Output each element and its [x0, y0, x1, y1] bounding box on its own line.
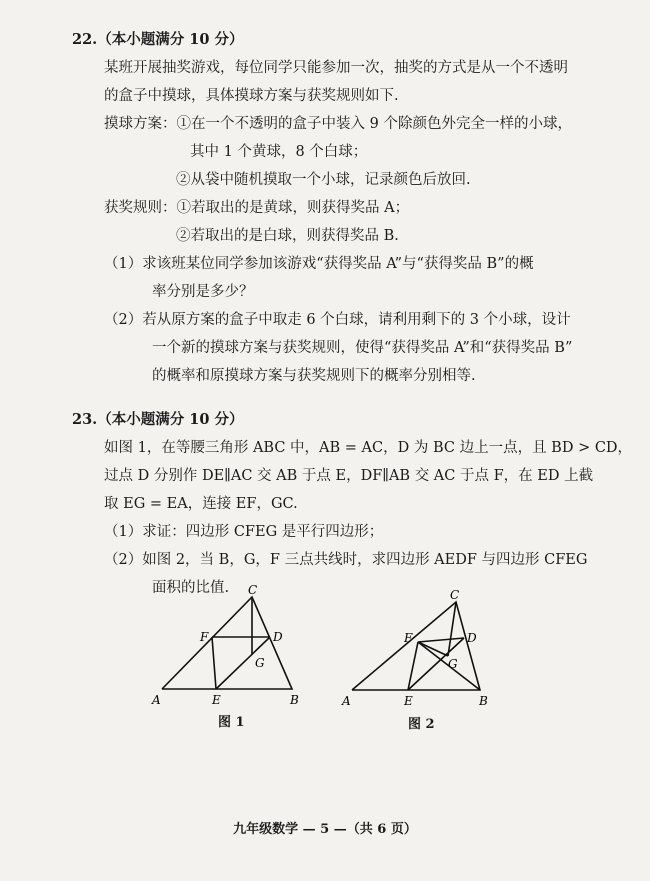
fig1-label-e: E	[212, 693, 221, 707]
q22-rule-line1	[72, 194, 612, 222]
fig2-triangle-abc	[352, 602, 480, 690]
q22-rule1: ①若取出的是黄球，则获得奖品 A；	[176, 200, 410, 216]
figure-2-caption: 图 2	[408, 717, 435, 732]
fig1-label-g: G	[255, 656, 265, 670]
fig2-label-a: A	[342, 694, 351, 708]
fig1-label-a: A	[152, 693, 161, 707]
q23-part2-line1: （2）如图 2，当 B，G，F 三点共线时，求四边形 AEDF 与四边形 CFEG	[104, 552, 588, 568]
figure-1-caption: 图 1	[218, 715, 245, 730]
fig1-segment-fe	[212, 637, 216, 689]
fig2-label-b: B	[479, 694, 488, 708]
q22-rule-label: 获奖规则：	[104, 200, 177, 216]
fig1-label-d: D	[273, 630, 283, 644]
q23-part1: （1）求证：四边形 CFEG 是平行四边形；	[104, 524, 384, 540]
q22-part2-line3: 的概率和原摸球方案与获奖规则下的概率分别相等.	[152, 368, 476, 384]
q22-plan-step1b: 其中 1 个黄球，8 个白球；	[190, 144, 368, 160]
fig2-label-f: F	[404, 631, 413, 645]
page-footer: 九年级数学 — 5 —（共 6 页）	[233, 822, 417, 837]
figure-1	[150, 585, 310, 714]
q23-line1: 如图 1，在等腰三角形 ABC 中，AB = AC，D 为 BC 边上一点，且 BD > CD，	[104, 440, 633, 456]
fig2-label-e: E	[404, 694, 413, 708]
q22-part2-line2: 一个新的摸球方案与获奖规则，使得“获得奖品 A”和“获得奖品 B”	[152, 340, 573, 356]
q23-header	[72, 406, 612, 434]
fig1-label-b: B	[290, 693, 299, 707]
q23-points: （本小题满分 10 分）	[97, 411, 244, 428]
q22-plan-step2: ②从袋中随机摸取一个小球，记录颜色后放回.	[176, 172, 471, 188]
q22-part1-line1: （1）求该班某位同学参加该游戏“获得奖品 A”与“获得奖品 B”的概	[104, 256, 534, 272]
question-22	[72, 26, 612, 390]
q22-rule2: ②若取出的是白球，则获得奖品 B.	[176, 228, 399, 244]
q22-plan-step1a: ①在一个不透明的盒子中装入 9 个除颜色外完全一样的小球，	[176, 116, 572, 132]
fig2-segment-cg	[448, 602, 456, 656]
figure-1-diagram	[150, 585, 310, 710]
q22-header	[72, 26, 612, 54]
q22-number: 22.	[72, 31, 98, 48]
q23-part2-line2: 面积的比值.	[152, 580, 230, 596]
fig1-label-c: C	[248, 585, 258, 597]
q22-plan-label: 摸球方案：	[104, 116, 177, 132]
fig2-label-g: G	[448, 657, 458, 671]
fig1-label-f: F	[200, 630, 209, 644]
fig2-label-d: D	[467, 631, 477, 645]
figure-2	[340, 590, 500, 719]
q22-intro-line2: 的盒子中摸球，具体摸球方案与获奖规则如下.	[104, 88, 399, 104]
q22-plan-line1	[72, 110, 612, 138]
q22-intro-line1: 某班开展抽奖游戏，每位同学只能参加一次，抽奖的方式是从一个不透明	[104, 60, 568, 76]
q23-line2: 过点 D 分别作 DE∥AC 交 AB 于点 E，DF∥AB 交 AC 于点 F，在 ED 上截	[104, 468, 594, 484]
q22-points: （本小题满分 10 分）	[97, 31, 244, 48]
fig2-segment-fd	[418, 638, 464, 642]
question-23	[72, 406, 633, 602]
fig2-label-c: C	[450, 590, 460, 602]
q22-part2-line1: （2）若从原方案的盒子中取走 6 个白球，请利用剩下的 3 个小球，设计	[104, 312, 571, 328]
q23-line3: 取 EG = EA，连接 EF，GC.	[104, 496, 298, 512]
q22-part1-line2: 率分别是多少？	[152, 284, 254, 300]
q23-number: 23.	[72, 411, 98, 428]
figure-2-diagram	[340, 590, 500, 715]
